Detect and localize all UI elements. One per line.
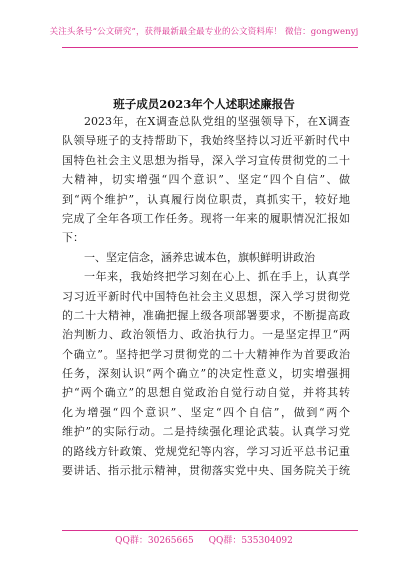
body-line: 完成了全年各项工作任务。现将一年来的履职情况汇报如 [62, 211, 350, 225]
body-line: 的二十大精神，准确把握上级各项部署要求，不断提高政 [62, 308, 350, 322]
footer-qq-group-2: QQ群：535304092 [208, 536, 293, 546]
body-line: 护“两个确立”的思想自觉政治自觉行动自觉，并将其转 [62, 386, 350, 400]
body-line: 2023年，在X调查总队党组的坚强领导下，在X调查 [84, 115, 350, 128]
body-line: 下： [62, 231, 84, 245]
body-line: 任务，深刻认识“两个确立”的决定性意义，切实增强拥 [62, 367, 350, 381]
body-line: 的路线方针政策、党规党纪等内容，学习习近平总书记重 [62, 444, 350, 458]
document-body [62, 112, 350, 480]
footer-contact [0, 533, 408, 546]
body-line: 国特色社会主义思想为指导，深入学习宣传贯彻党的二十 [62, 153, 350, 167]
document-title: 班子成员2023年个人述职述廉报告 [113, 97, 295, 111]
header-promo-note: 关注头条号“公文研究”，获得最新最全最专业的公文资料库！ 微信：gongwenyj [49, 27, 359, 37]
footer-qq-group-1: QQ群：30265665 [115, 536, 194, 546]
body-line: 一年来，我始终把学习刻在心上、抓在手上，认真学 [84, 270, 350, 284]
body-line: 到“两个维护”，认真履行岗位职责，真抓实干，较好地 [62, 192, 350, 206]
body-line: 队领导班子的支持帮助下，我始终坚持以习近平新时代中 [62, 134, 350, 148]
body-line: 要讲话、指示批示精神，贯彻落实党中央、国务院关于统 [62, 464, 350, 478]
footer-divider [62, 530, 358, 531]
body-line: 大精神，切实增强“四个意识”、坚定“四个自信”、做 [62, 173, 350, 187]
body-line: 治判断力、政治领悟力、政治执行力。一是坚定捍卫“两 [62, 328, 350, 342]
body-line: 个确立”。坚持把学习贯彻党的二十大精神作为首要政治 [62, 347, 350, 361]
body-line: 化为增强“四个意识”、坚定“四个自信”，做到“两个 [62, 405, 350, 419]
body-line: 习习近平新时代中国特色社会主义思想，深入学习贯彻党 [62, 289, 350, 303]
header-divider [62, 47, 358, 48]
section-heading: 一、坚定信念，涵养忠诚本色，旗帜鲜明讲政治 [84, 250, 315, 264]
body-line: 维护”的实际行动。二是持续强化理论武装。认真学习党 [62, 425, 350, 439]
